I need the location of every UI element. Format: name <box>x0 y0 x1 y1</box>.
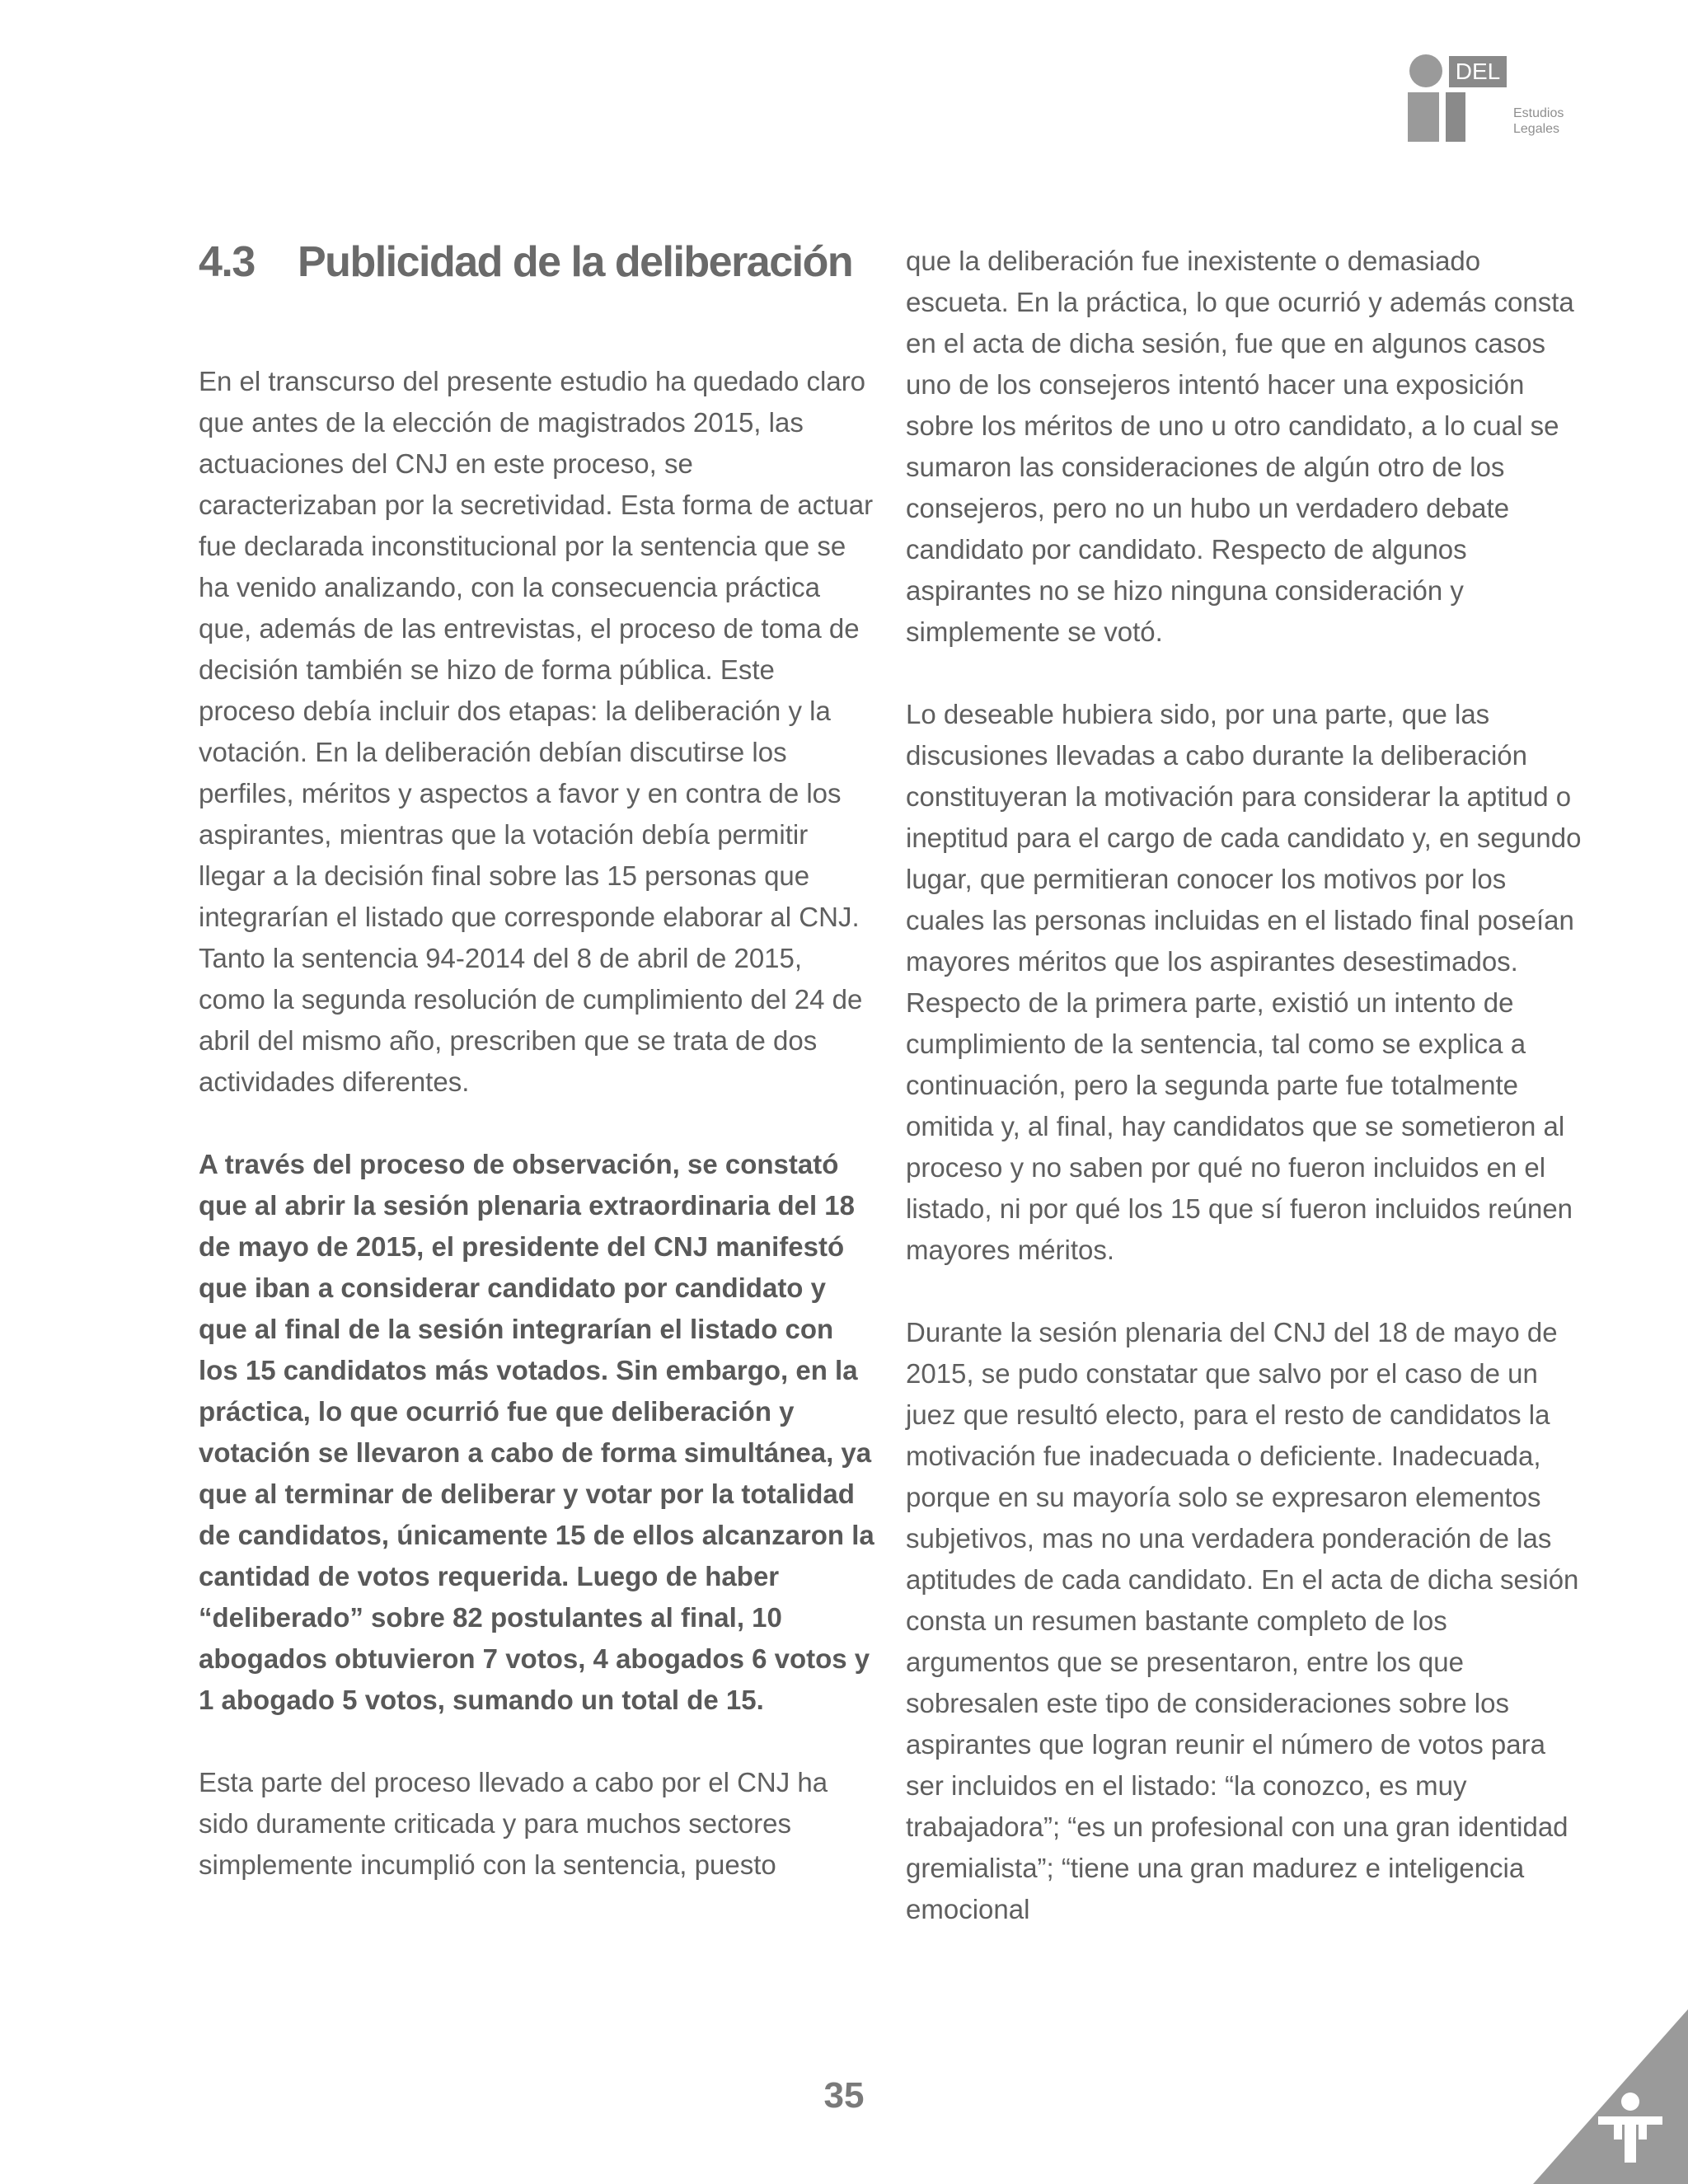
logo-subtitle <box>1513 105 1573 137</box>
paragraph-right-1: que la deliberación fue inexistente o demasiado escueta. En la práctica, lo que ocurrió y además consta en el acta de dicha sesión, fue que en algunos casos uno de los consejeros intentó hacer una exposición sobre los méritos de uno u otro candidato, a lo cual se sumaron las consideraciones de algún otro de los consejeros, pero no un hubo un verdadero debate candidato por candidato. Respecto de algunos aspirantes no se hizo ninguna consideración y simplemente se votó. <box>906 246 1574 647</box>
logo-text: DEL <box>1449 56 1507 87</box>
paragraph-left-3: Esta parte del proceso llevado a cabo por el CNJ ha sido duramente criticada y para muchos sectores simplemente incumplió con la sentencia, puesto <box>199 1767 828 1880</box>
section-number: 4.3 <box>199 238 255 286</box>
logo-subtitle-line-2: Legales <box>1513 122 1560 136</box>
logo-subtitle-line-1: Estudios <box>1513 106 1564 120</box>
paragraph-right-2: Lo deseable hubiera sido, por una parte, que las discusiones llevadas a cabo durante la deliberación constituyeran la motivación para considerar la aptitud o ineptitud para el cargo de cada candidato y, en segundo lugar, que permitieran conocer los motivos por los cuales las personas incluidas en el listado final poseían mayores méritos que los aspirantes desestimados. Respecto de la primera parte, existió un intento de cumplimiento de la sentencia, tal como se explica a continuación, pero la segunda parte fue totalmente omitida y, al final, hay candidatos que se sometieron al proceso y no saben por qué no fueron incluidos en el listado, ni por qué los 15 que sí fueron incluidos reúnen mayores méritos. <box>906 699 1582 1265</box>
paragraph-right-3: Durante la sesión plenaria del CNJ del 18 de mayo de 2015, se pudo constatar que salvo por el caso de un juez que resultó electo, para el resto de candidatos la motivación fue inadecuada o deficiente. Inadecuada, porque en su mayoría solo se expresaron elementos subjetivos, mas no una verdadera ponderación de las aptitudes de cada candidato. En el acta de dicha sesión consta un resumen bastante completo de los argumentos que se presentaron, entre los que sobresalen este tipo de consideraciones sobre los aspirantes que logran reunir el número de votos para ser incluidos en el listado: “la conozco, es muy trabajadora”; “es un profesional con una gran identidad gremialista”; “tiene una gran madurez e inteligencia emocional <box>906 1317 1579 1924</box>
paragraph-left-1: En el transcurso del presente estudio ha quedado claro que antes de la elección de magistrados 2015, las actuaciones del CNJ en este proceso, se caracterizaban por la secretividad. Esta forma de actuar fue declarada inconstitucional por la sentencia que se ha venido analizando, con la consecuencia práctica que, además de las entrevistas, el proceso de toma de decisión también se hizo de forma pública. Este proceso debía incluir dos etapas: la deliberación y la votación. En la deliberación debían discutirse los perfiles, méritos y aspectos a favor y en contra de los aspirantes, mientras que la votación debía permitir llegar a la decisión final sobre las 15 personas que integrarían el listado que corresponde elaborar al CNJ. Tanto la sentencia 94-2014 del 8 de abril de 2015, como la segunda resolución de cumplimiento del 24 de abril del mismo año, prescriben que se trata de dos actividades diferentes. <box>199 366 874 1097</box>
paragraph-left-2-bold: A través del proceso de observación, se constató que al abrir la sesión plenaria extraordinaria del 18 de mayo de 2015, el presidente del CNJ manifestó que iban a considerar candidato por candidato y que al final de la sesión integrarían el listado con los 15 candidatos más votados. Sin embargo, en la práctica, lo que ocurrió fue que deliberación y votación se llevaron a cabo de forma simultánea, ya que al terminar de deliberar y votar por la totalidad de candidatos, únicamente 15 de ellos alcanzaron la cantidad de votos requerida. Luego de haber “deliberado” sobre 82 postulantes al final, 10 abogados obtuvieron 7 votos, 4 abogados 6 votos y 1 abogado 5 votos, sumando un total de 15. <box>199 1149 874 1715</box>
corner-logo-icon <box>1533 2009 1688 2184</box>
left-column <box>199 361 874 1927</box>
del-logo <box>1408 54 1573 142</box>
page-number: 35 <box>823 2075 865 2116</box>
section-heading <box>199 237 852 287</box>
right-column <box>906 241 1582 1971</box>
section-title: Publicidad de la deliberación <box>298 238 853 286</box>
